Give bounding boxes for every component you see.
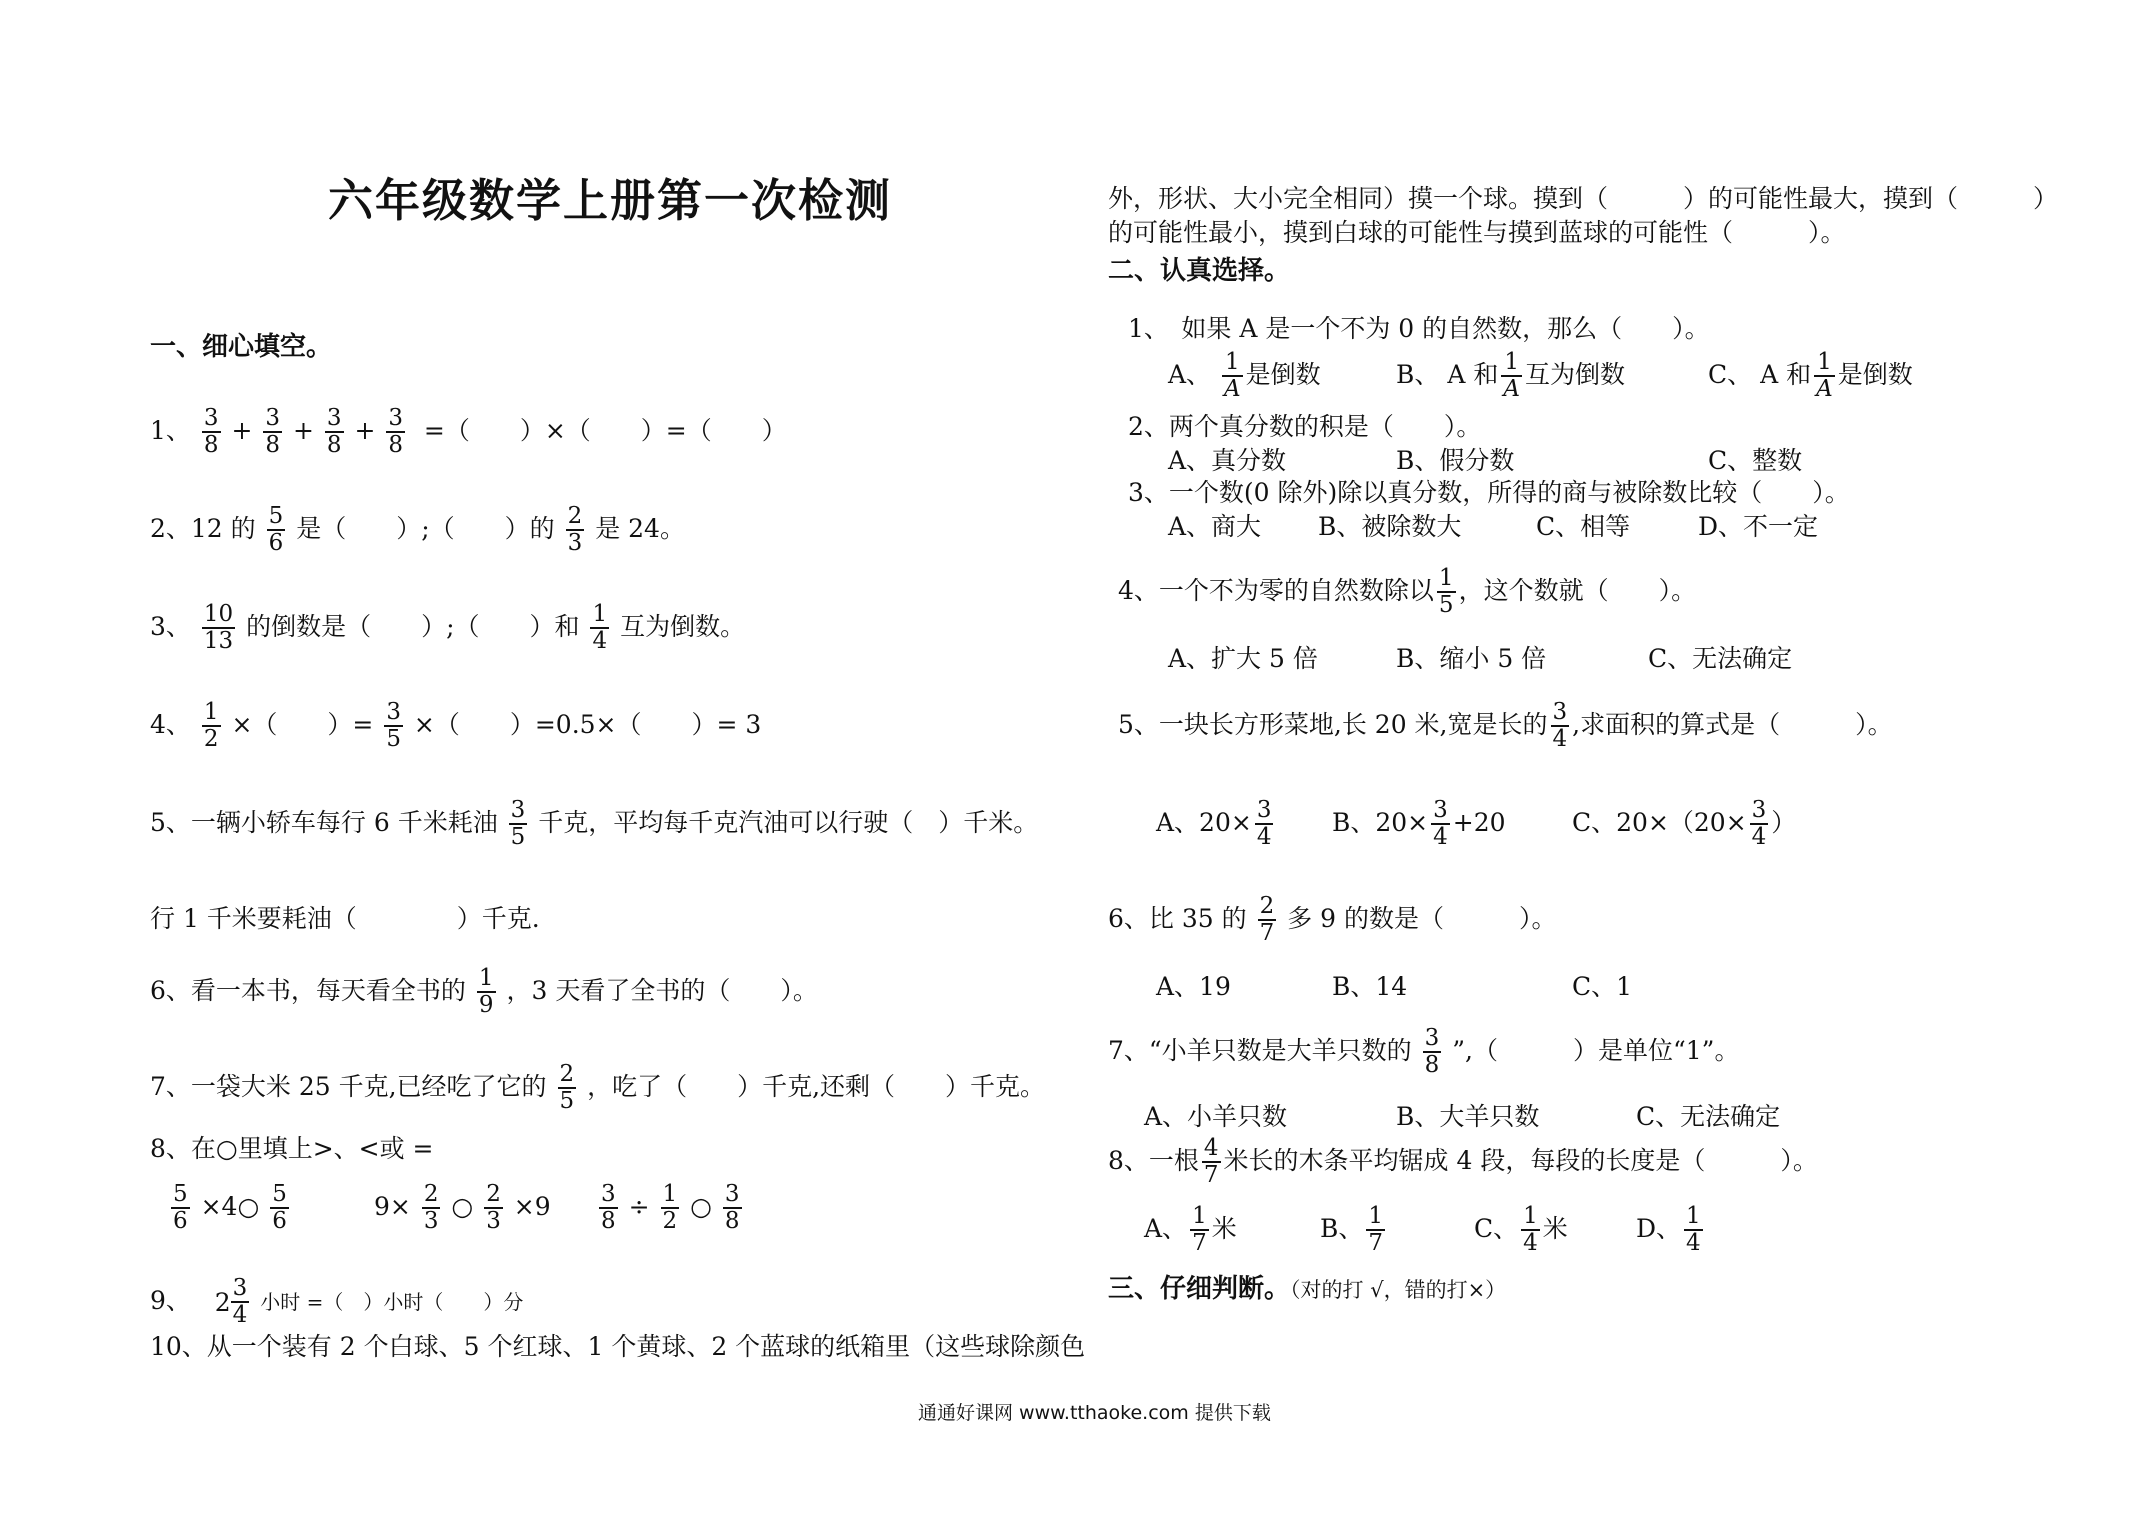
fill-q7: 7、一袋大米 25 千克,已经吃了它的 $\frac{2}{5}$ ，吃了（ ）千克,还剩（ ）千克。 xyxy=(150,1061,1046,1115)
fraction: $\frac{3}{4}$ xyxy=(1256,797,1272,851)
fraction: $\frac{1}{4}$ xyxy=(1523,1203,1538,1257)
fraction: $\frac{2}{5}$ xyxy=(559,1061,575,1115)
choice-q4-option-c: C、无法确定 xyxy=(1648,644,1793,673)
fraction: $\frac{1}{A}$ xyxy=(1224,349,1241,403)
choice-q2-option-a: A、真分数 xyxy=(1168,446,1287,475)
choice-q3-option-a: A、商大 xyxy=(1168,512,1262,541)
choice-q5-option-a: A、20× $\frac{3}{4}$ xyxy=(1156,797,1272,851)
mixed-number: 2 $\frac{3}{4}$ xyxy=(214,1275,248,1329)
choice-q1: 1、 如果 A 是一个不为 0 的自然数，那么（ ）。 xyxy=(1128,314,1710,343)
choice-q8-option-d: D、 $\frac{1}{4}$ xyxy=(1636,1203,1701,1257)
section-3-note: （对的打 √，错的打×） xyxy=(1290,1278,1507,1302)
fraction: $\frac{1}{2}$ xyxy=(662,1181,678,1235)
fraction: $\frac{10}{13}$ xyxy=(203,601,234,655)
fraction: $\frac{3}{4}$ xyxy=(1433,797,1448,851)
fraction: $\frac{3}{8}$ xyxy=(601,1181,616,1235)
choice-q4: 4、一个不为零的自然数除以 $\frac{1}{5}$ ，这个数就（ ）。 xyxy=(1118,565,1697,619)
fraction: $\frac{3}{4}$ xyxy=(1552,699,1568,753)
choice-q7-option-c: C、无法确定 xyxy=(1636,1102,1781,1131)
fraction: $\frac{1}{7}$ xyxy=(1368,1203,1384,1257)
fill-q6: 6、看一本书，每天看全书的 $\frac{1}{9}$ ，3 天看了全书的（ ）。 xyxy=(150,965,818,1019)
choice-q7: 7、“小羊只数是大羊只数的 $\frac{3}{8}$ ”,（ ）是单位“1”。 xyxy=(1108,1025,1740,1079)
fraction: $\frac{4}{7}$ xyxy=(1203,1135,1219,1189)
fill-q4: 4、 $\frac{1}{2}$ ×（ ）= $\frac{3}{5}$ ×（ ）=0.5×（ ）= 3 xyxy=(150,699,762,753)
plus-sign: + xyxy=(231,415,253,445)
choice-q2: 2、两个真分数的积是（ ）。 xyxy=(1128,412,1482,441)
fraction: $\frac{1}{9}$ xyxy=(478,965,494,1019)
choice-q3-option-c: C、相等 xyxy=(1536,512,1631,541)
choice-q6-option-a: A、19 xyxy=(1156,972,1231,1001)
fraction: $\frac{5}{6}$ xyxy=(173,1181,188,1235)
fill-q5-continued: 行 1 千米要耗油（ ）千克. xyxy=(150,904,540,933)
page-title: 六年级数学上册第一次检测 xyxy=(328,174,893,227)
fraction: $\frac{3}{8}$ xyxy=(1424,1025,1440,1079)
choice-q3: 3、一个数(0 除外)除以真分数，所得的商与被除数比较（ ）。 xyxy=(1128,478,1850,507)
fraction: $\frac{2}{7}$ xyxy=(1259,893,1275,947)
choice-q8: 8、一根 $\frac{4}{7}$ 米长的木条平均锯成 4 段，每段的长度是（ ）。 xyxy=(1108,1135,1818,1189)
fill-q8-expr-2: 9× $\frac{2}{3}$ ○ $\frac{2}{3}$ ×9 xyxy=(374,1181,551,1235)
fraction: $\frac{2}{3}$ xyxy=(423,1181,439,1235)
plus-sign: + xyxy=(354,415,376,445)
choice-q7-option-a: A、小羊只数 xyxy=(1144,1102,1288,1131)
fill-q3: 3、 $\frac{10}{13}$ 的倒数是（ ）;（ ）和 $\frac{1}{4}$ 互为倒数。 xyxy=(150,601,746,655)
section-1-heading: 一、细心填空。 xyxy=(150,332,333,362)
choice-q6-option-c: C、1 xyxy=(1572,972,1633,1001)
fraction: $\frac{3}{4}$ xyxy=(1751,797,1767,851)
section-3-heading: 三、仔细判断。（对的打 √，错的打×） xyxy=(1108,1274,1507,1304)
fraction: $\frac{5}{6}$ xyxy=(268,503,284,557)
fraction: $\frac{3}{8}$ xyxy=(265,405,280,459)
choice-q1-option-b: B、 A 和 $\frac{1}{A}$ 互为倒数 xyxy=(1396,349,1625,403)
fraction: $\frac{1}{5}$ xyxy=(1438,565,1454,619)
choice-q6-option-b: B、14 xyxy=(1332,972,1408,1001)
q-number: 1、 xyxy=(150,415,191,445)
fraction: $\frac{3}{8}$ xyxy=(326,405,342,459)
fill-q8-expr-1: $\frac{5}{6}$ ×4○ $\frac{5}{6}$ xyxy=(173,1181,287,1235)
choice-q1-option-c: C、 A 和 $\frac{1}{A}$ 是倒数 xyxy=(1708,349,1913,403)
choice-q5-option-b: B、20× $\frac{3}{4}$ +20 xyxy=(1332,797,1506,851)
fill-q5: 5、一辆小轿车每行 6 千米耗油 $\frac{3}{5}$ 千克，平均每千克汽油可以行驶（ ）千米。 xyxy=(150,797,1039,851)
fraction: $\frac{3}{5}$ xyxy=(386,699,401,753)
fraction: $\frac{1}{4}$ xyxy=(1686,1203,1701,1257)
fraction: $\frac{1}{4}$ xyxy=(592,601,608,655)
fill-q2: 2、12 的 $\frac{5}{6}$ 是（ ）;（ ）的 $\frac{2}{3}$ 是 24。 xyxy=(150,503,685,557)
choice-q7-option-b: B、大羊只数 xyxy=(1396,1102,1540,1131)
fraction: $\frac{1}{2}$ xyxy=(203,699,219,753)
fraction: $\frac{2}{3}$ xyxy=(567,503,583,557)
choice-q8-option-a: A、 $\frac{1}{7}$ 米 xyxy=(1144,1203,1237,1257)
choice-q2-option-c: C、整数 xyxy=(1708,446,1803,475)
footer-credit: 通通好课网 www.tthaoke.com 提供下载 xyxy=(918,1402,1271,1424)
fill-q8-expr-3: $\frac{3}{8}$ ÷ $\frac{1}{2}$ ○ $\frac{3}{8}$ xyxy=(601,1181,740,1235)
fraction: $\frac{3}{8}$ xyxy=(388,405,403,459)
choice-q5: 5、一块长方形菜地,长 20 米,宽是长的 $\frac{3}{4}$ ,求面积的算式是（ ）。 xyxy=(1118,699,1893,753)
choice-q3-option-d: D、不一定 xyxy=(1698,512,1819,541)
fill-q9: 9、 2 $\frac{3}{4}$ 小时 =（ ）小时（ ）分 xyxy=(150,1275,524,1329)
fill-q8: 8、在○里填上>、<或 = xyxy=(150,1134,434,1163)
choice-q1-option-a: A、 $\frac{1}{A}$ 是倒数 xyxy=(1168,349,1321,403)
choice-q8-option-c: C、 $\frac{1}{4}$ 米 xyxy=(1474,1203,1568,1257)
fraction: $\frac{3}{8}$ xyxy=(203,405,219,459)
fraction: $\frac{5}{6}$ xyxy=(272,1181,287,1235)
fill-q1 xyxy=(150,406,787,459)
fraction: $\frac{1}{7}$ xyxy=(1192,1203,1207,1257)
fraction: $\frac{3}{5}$ xyxy=(510,797,526,851)
fraction: $\frac{3}{8}$ xyxy=(724,1181,740,1235)
fraction: $\frac{2}{3}$ xyxy=(486,1181,501,1235)
choice-q6: 6、比 35 的 $\frac{2}{7}$ 多 9 的数是（ ）。 xyxy=(1108,893,1557,947)
choice-q4-option-b: B、缩小 5 倍 xyxy=(1396,644,1547,673)
choice-q8-option-b: B、 $\frac{1}{7}$ xyxy=(1320,1203,1384,1257)
section-2-heading: 二、认真选择。 xyxy=(1108,256,1291,286)
fill-q10-continued-2: 的可能性最小，摸到白球的可能性与摸到蓝球的可能性（ ）。 xyxy=(1108,218,1846,247)
answer-blanks: =（ ）×（ ）=（ ） xyxy=(423,415,787,445)
fill-q10-continued-1: 外，形状、大小完全相同）摸一个球。摸到（ ）的可能性最大，摸到（ ） xyxy=(1108,184,2059,213)
fraction: $\frac{1}{A}$ xyxy=(1503,349,1520,403)
choice-q2-option-b: B、假分数 xyxy=(1396,446,1515,475)
choice-q5-option-c: C、20×（20× $\frac{3}{4}$ ） xyxy=(1572,797,1797,851)
fill-q10: 10、从一个装有 2 个白球、5 个红球、1 个黄球、2 个蓝球的纸箱里（这些球除颜色 xyxy=(150,1332,1086,1361)
plus-sign: + xyxy=(292,415,314,445)
choice-q3-option-b: B、被除数大 xyxy=(1318,512,1462,541)
fraction: $\frac{1}{A}$ xyxy=(1816,349,1833,403)
choice-q4-option-a: A、扩大 5 倍 xyxy=(1168,644,1318,673)
